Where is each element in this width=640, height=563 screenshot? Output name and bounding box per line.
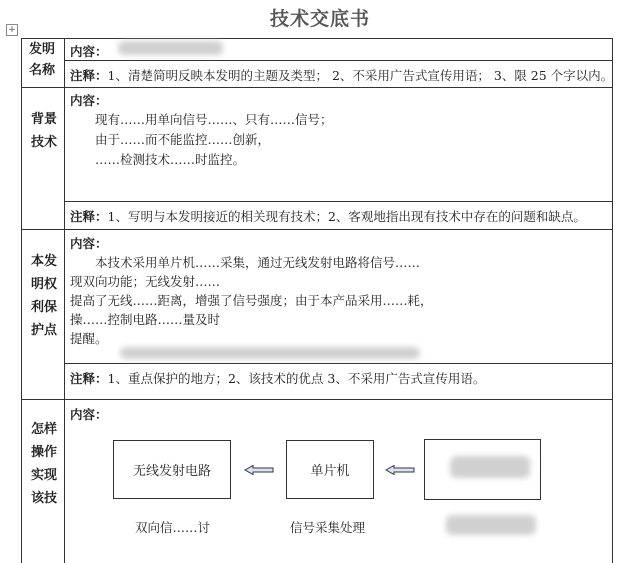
redacted-text	[450, 456, 530, 478]
note-label: 注释：	[70, 68, 108, 83]
note-section	[70, 66, 613, 84]
row-label-invention-name: 发明名称	[28, 42, 55, 78]
row-label-background: 背景技术	[31, 112, 58, 150]
content-line: 由于……而不能监控……创新，	[95, 132, 271, 147]
note-label: 注释：	[70, 371, 108, 386]
diagram-caption: 双向信……讨	[135, 520, 211, 535]
content-line: ……检测技术……时监控。	[95, 152, 246, 167]
content-label: 内容：	[70, 93, 108, 108]
row-label-claims: 本发明权利保护点	[31, 254, 58, 338]
table-move-handle-icon[interactable]: +	[6, 24, 18, 36]
content-label: 内容：	[70, 44, 108, 59]
note-text: 1、重点保护的地方；2、该技术的优点 3、不采用广告式宣传用语。	[107, 371, 486, 386]
content-line: 现双向功能；无线发射……	[70, 274, 221, 289]
content-label: 内容：	[70, 236, 108, 251]
content-line: 提高了无线……距离，增强了信号强度；由于本产品采用……耗，	[70, 293, 433, 308]
note-text: 1、写明与本发明接近的相关现有技术；2、客观地指出现有技术中存在的问题和缺点。	[107, 209, 586, 224]
diagram-box-mcu: 单片机	[286, 440, 374, 499]
row-label-implementation: 怎样操作实现该技	[31, 422, 58, 506]
diagram-caption: 信号采集处理	[290, 520, 366, 535]
content-line: 提醒。	[70, 331, 108, 346]
content-line: 操……控制电路……量及时	[70, 312, 221, 327]
arrow-left-icon	[244, 465, 274, 475]
content-label: 内容：	[70, 407, 108, 422]
arrow-left-icon	[385, 465, 415, 475]
redacted-text	[120, 347, 420, 359]
content-section	[70, 42, 108, 60]
note-label: 注释：	[70, 209, 108, 224]
redacted-text	[118, 41, 223, 55]
content-line: 本技术采用单片机……采集，通过无线发射电路将信号……	[95, 255, 421, 270]
note-text: 1、清楚简明反映本发明的主题及类型； 2、不采用广告式宣传用语； 3、限 25 个字以内。	[107, 68, 614, 83]
redacted-text	[446, 515, 536, 535]
content-line: 现有……用单向信号……、只有……信号；	[95, 112, 333, 127]
diagram-box-wireless-transmitter: 无线发射电路	[113, 440, 231, 499]
page-title: 技术交底书	[269, 8, 370, 30]
